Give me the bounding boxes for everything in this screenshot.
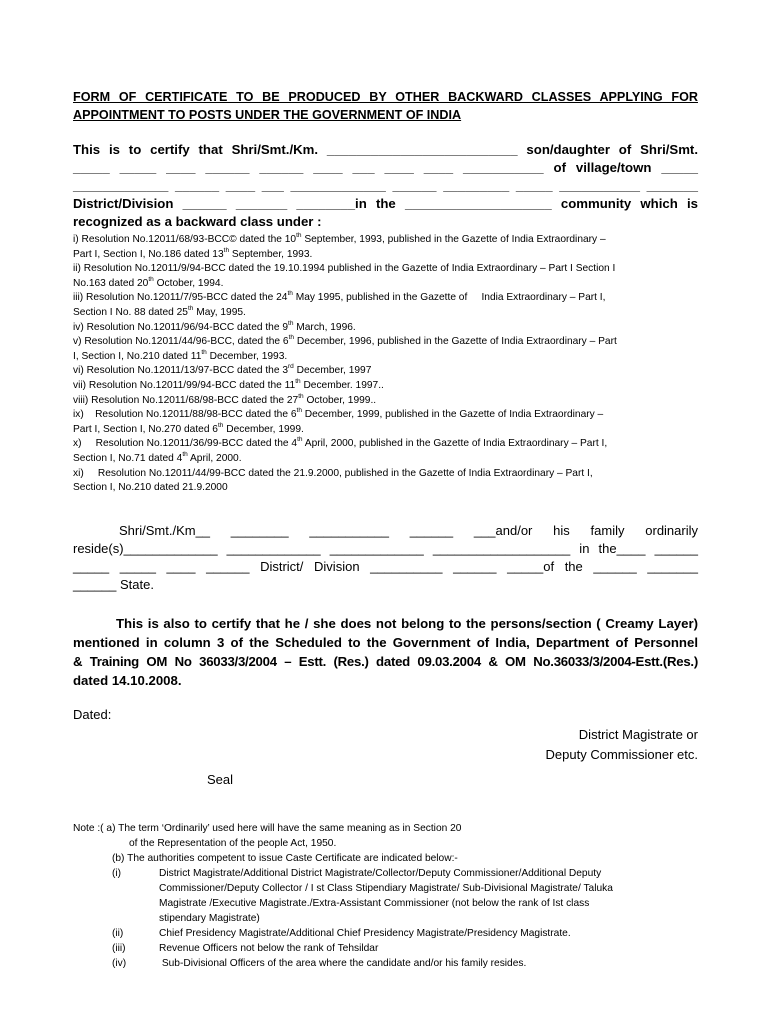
seal-label: Seal: [207, 771, 234, 787]
authority-item-text: [159, 956, 698, 971]
authority-item: [73, 941, 698, 956]
resolution-5: v) Resolution No.12011/44/96-BCC, dated the 6th December, 1996, published in the Gazette of India Extraordinary – Part: [73, 334, 617, 348]
notes-section: [73, 821, 698, 971]
authority-item-number: (iv): [112, 957, 127, 969]
signatory-line-1: District Magistrate or: [578, 726, 698, 742]
resolution-9-cont: Part I, Section I, No.270 dated 6th December, 1999.: [73, 421, 304, 435]
resolution-11: xi) Resolution No.12011/44/99-BCC dated the 21.9.2000, published in the Gazette of India Extraordinary – Part I,: [73, 467, 593, 479]
resolution-11-cont: Section I, No.210 dated 21.9.2000: [73, 482, 228, 494]
authority-item-number: (i): [112, 867, 122, 879]
residence-line-1: Shri/Smt./Km__ ________ ___________ ______ ___and/or his family ordinarily: [119, 522, 698, 538]
residence-line-4: ______ State.: [73, 576, 154, 592]
authority-item-line: Commissioner/Deputy Collector / I st Class Stipendiary Magistrate/ Sub-Divisional Magistrate/ Taluka: [159, 882, 613, 894]
authority-item-number: (iii): [112, 942, 126, 954]
authority-item-line: Magistrate /Executive Magistrate./Extra-Assistant Commissioner (not below the rank of Ist class: [159, 897, 590, 909]
resolution-9: ix) Resolution No.12011/88/98-BCC dated the 6th December, 1999, published in the Gazette of India Extraordinary –: [73, 407, 604, 421]
authority-item-line: Revenue Officers not below the rank of Tehsildar: [159, 942, 379, 954]
authority-item-line: District Magistrate/Additional District Magistrate/Collector/Deputy Commissioner/Additional Deputy: [159, 867, 602, 879]
authority-item-number: (ii): [112, 927, 124, 939]
resolution-2: ii) Resolution No.12011/9/94-BCC dated the 19.10.1994 published in the Gazette of India Extraordinary – Part I Section I: [73, 263, 616, 275]
creamy-line-2: mentioned in column 3 of the Scheduled to the Government of India, Department of Personnel: [73, 634, 698, 650]
certify-line-4: District/Division ______ _______ ________in the ____________________ community which is: [73, 196, 698, 211]
title-line-1: FORM OF CERTIFICATE TO BE PRODUCED BY OTHER BACKWARD CLASSES APPLYING FOR: [73, 90, 698, 104]
resolution-6: vi) Resolution No.12011/13/97-BCC dated the 3rd December, 1997: [73, 363, 372, 377]
residence-line-3: _____ _____ ____ ______ District/ Division __________ ______ _____of the ______ _______: [73, 558, 698, 574]
creamy-layer-paragraph: [73, 614, 698, 690]
certify-line-5: recognized as a backward class under :: [73, 214, 322, 229]
certify-line-3: _____________ ______ ____ ___ _____________ ______ _________ _____ ___________ _______: [73, 178, 698, 193]
certificate-page: [73, 88, 698, 971]
resolution-3: iii) Resolution No.12011/7/95-BCC dated the 24th May 1995, published in the Gazette of India Extraordinary – Part I,: [73, 290, 606, 304]
residence-paragraph: [73, 522, 698, 594]
certify-line-2: _____ _____ ____ ______ ______ ____ ___ ____ ____ ___________ of village/town _____: [73, 160, 698, 175]
resolution-4: iv) Resolution No.12011/96/94-BCC dated the 9th March, 1996.: [73, 319, 356, 333]
authority-item-text: [159, 926, 698, 941]
signatory-block: [73, 725, 698, 765]
resolution-list: [73, 233, 698, 496]
note-b: (b) The authorities competent to issue Caste Certificate are indicated below:-: [112, 852, 458, 864]
resolution-1: i) Resolution No.12011/68/93-BCC© dated the 10th September, 1993, published in the Gazette of India Extraordinary –: [73, 232, 606, 245]
form-title: [73, 88, 698, 124]
authority-item-line: Sub-Divisional Officers of the area where the candidate and/or his family resides.: [159, 957, 527, 969]
resolution-5-cont: I, Section I, No.210 dated 11th December, 1993.: [73, 348, 288, 362]
signatory-line-2: Deputy Commissioner etc.: [545, 746, 698, 762]
resolution-3-cont: Section I No. 88 dated 25th May, 1995.: [73, 304, 246, 318]
authority-item-text: [159, 866, 698, 926]
residence-line-2: reside(s)_____________ _____________ _____________ ___________________ in the____ ______: [73, 540, 698, 556]
authority-item: [73, 926, 698, 941]
creamy-line-1: This is also to certify that he / she does not belong to the persons/section ( Creamy Layer): [116, 615, 698, 631]
certify-paragraph: [73, 141, 698, 231]
authority-item: [73, 956, 698, 971]
resolution-10: x) Resolution No.12011/36/99-BCC dated the 4th April, 2000, published in the Gazette of India Extraordinary – Part I,: [73, 436, 608, 450]
dated-label: Dated:: [73, 706, 112, 722]
note-a-line-1: Note :( a) The term ‘Ordinarily’ used here will have the same meaning as in Section 20: [73, 822, 462, 834]
resolution-7: vii) Resolution No.12011/99/94-BCC dated the 11th December. 1997..: [73, 377, 384, 391]
authority-list: [73, 866, 698, 971]
authority-item-line: Chief Presidency Magistrate/Additional Chief Presidency Magistrate/Presidency Magistrate.: [159, 927, 571, 939]
note-a-line-2: of the Representation of the people Act, 1950.: [129, 837, 337, 849]
resolution-1-cont: Part I, Section I, No.186 dated 13th September, 1993.: [73, 246, 313, 260]
authority-item: [73, 866, 698, 926]
resolution-8: viii) Resolution No.12011/68/98-BCC dated the 27th October, 1999..: [73, 392, 377, 406]
authority-item-text: [159, 941, 698, 956]
certify-line-1: This is to certify that Shri/Smt./Km. __________________________ son/daughter of Shri/Smt.: [73, 142, 698, 157]
authority-item-line: stipendary Magistrate): [159, 912, 260, 924]
resolution-10-cont: Section I, No.71 dated 4th April, 2000.: [73, 450, 242, 464]
resolution-2-cont: No.163 dated 20th October, 1994.: [73, 275, 224, 289]
title-line-2: APPOINTMENT TO POSTS UNDER THE GOVERNMENT OF INDIA: [73, 108, 462, 122]
creamy-line-3: & Training OM No 36033/3/2004 – Estt. (Res.) dated 09.03.2004 & OM No.36033/3/2004-Estt.(Res.): [73, 653, 698, 669]
creamy-line-4: dated 14.10.2008.: [73, 672, 182, 688]
